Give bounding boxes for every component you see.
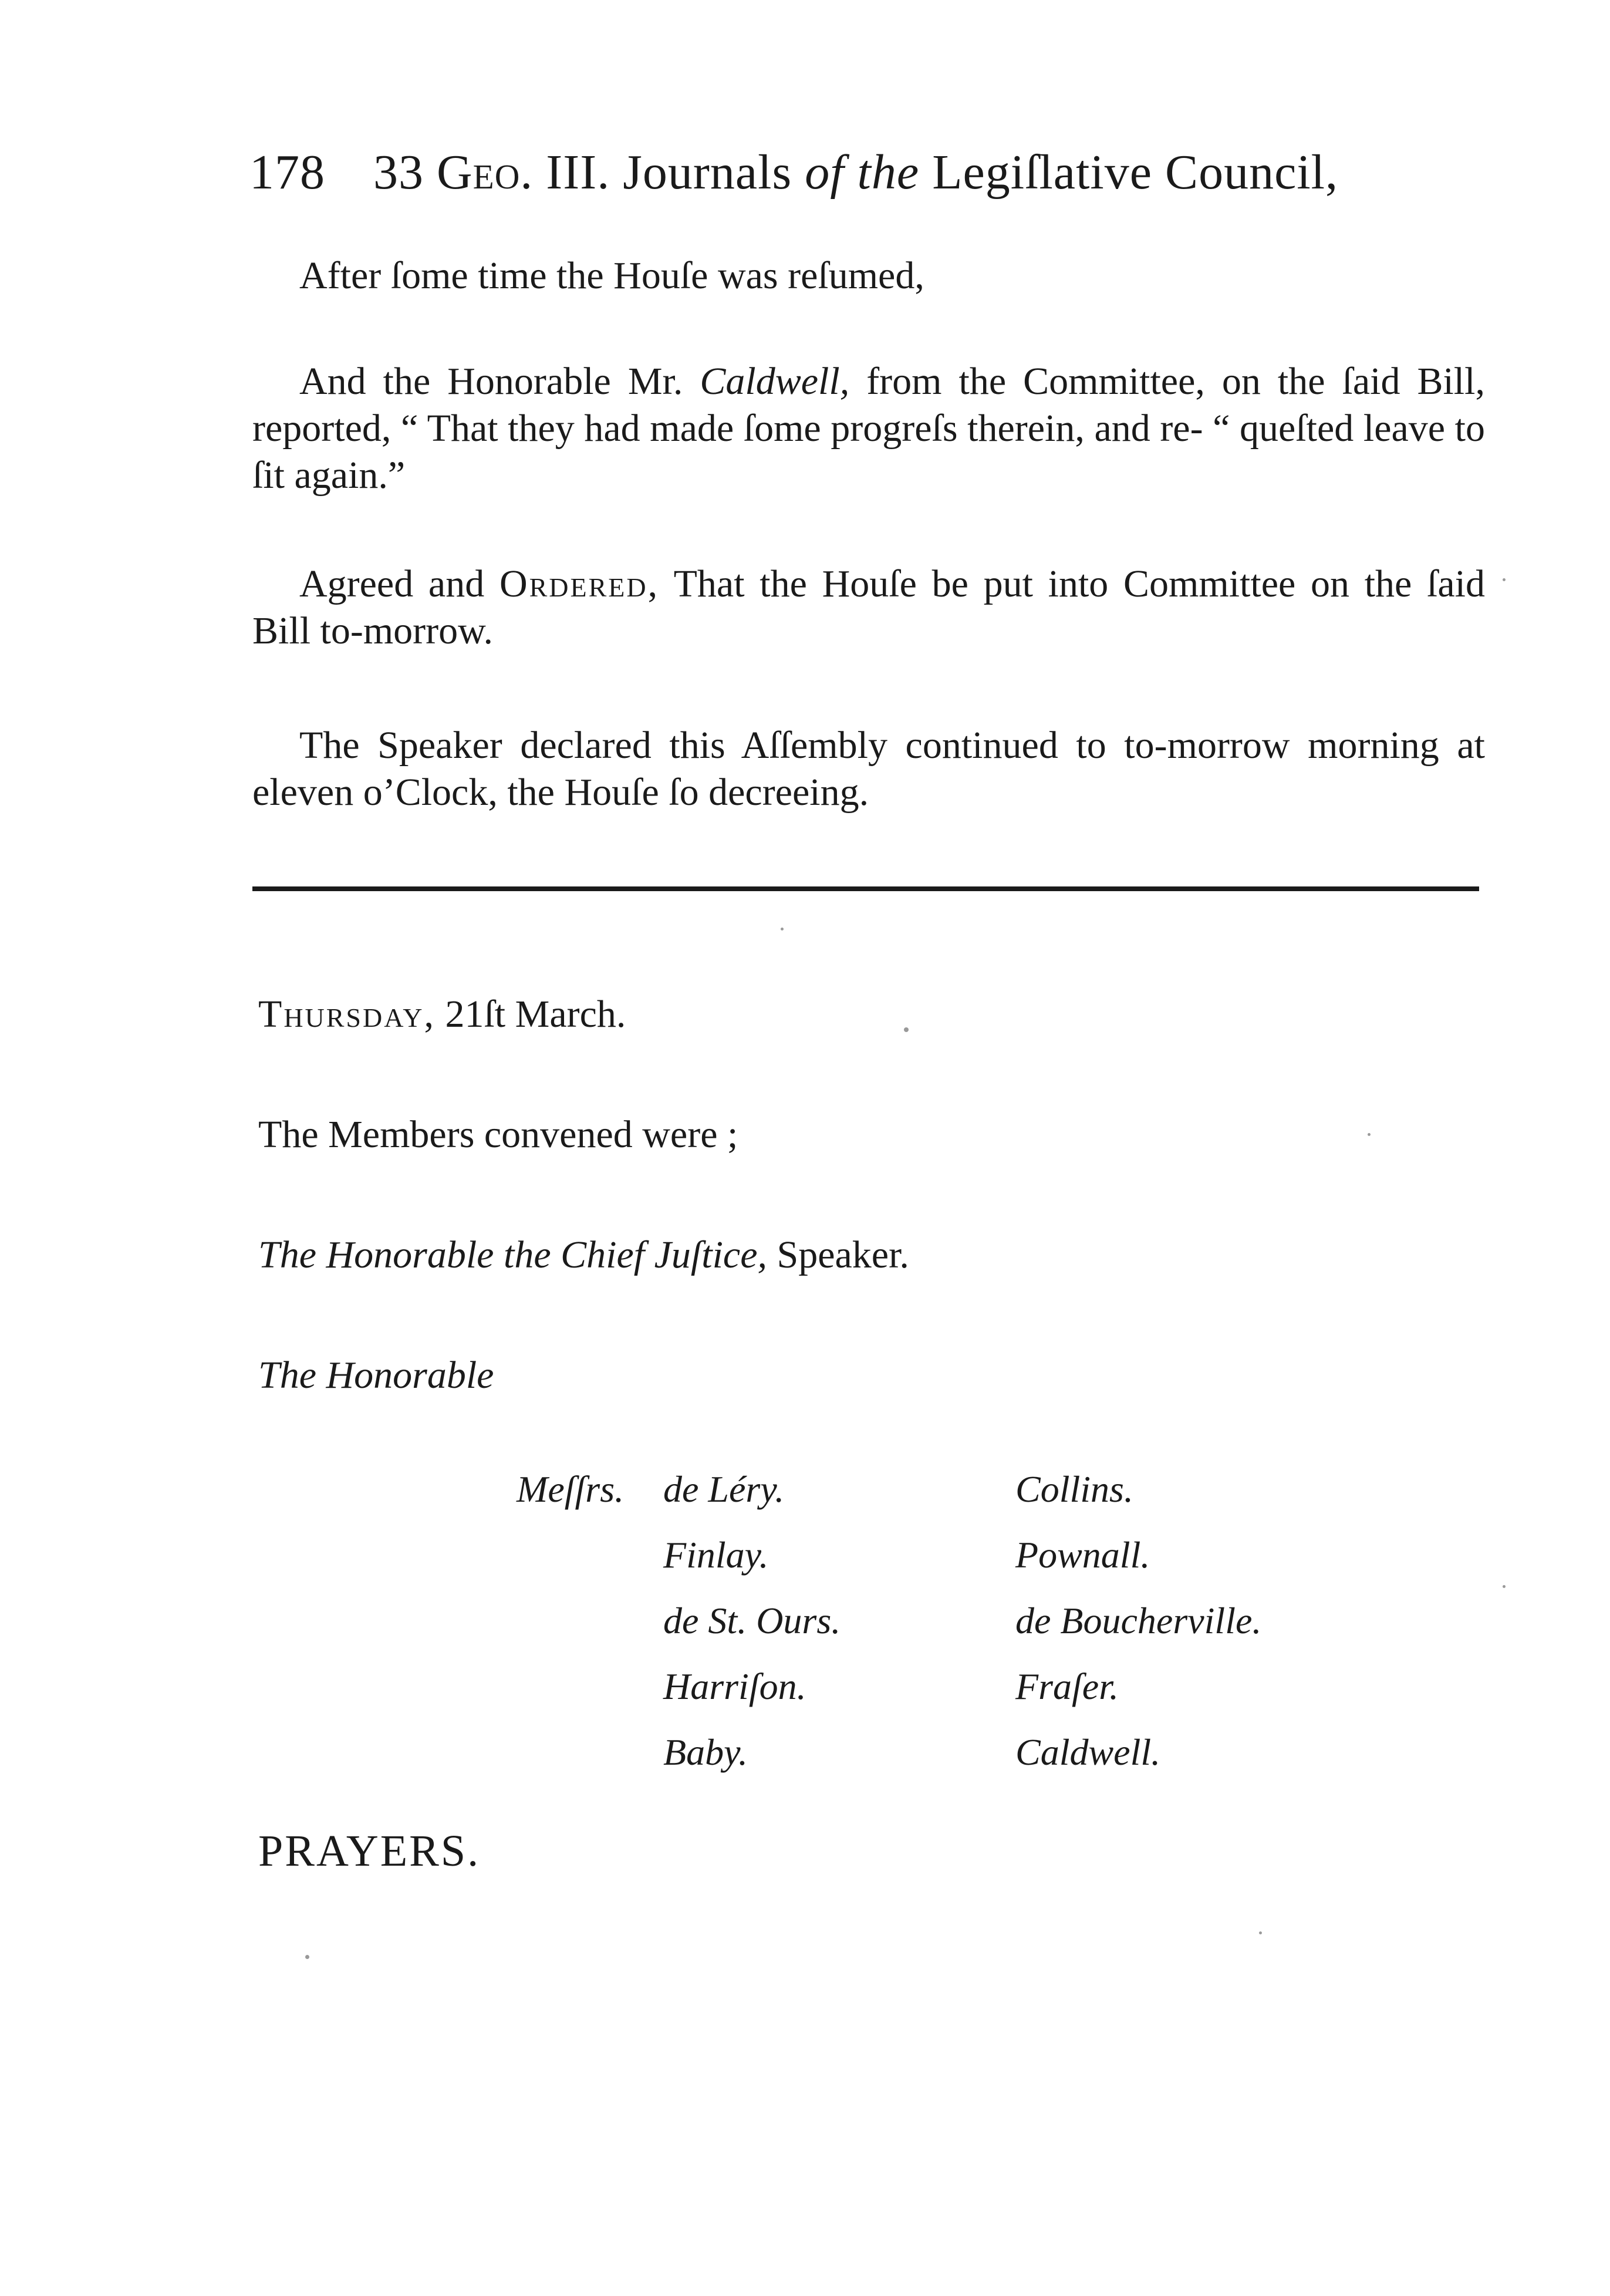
speaker-title: The Honorable the Chief Juſtice, (258, 1233, 767, 1276)
ordered-smallcaps: Ordered, (499, 562, 660, 605)
paragraph-text: After ſome time the Houſe was reſumed, (299, 254, 924, 297)
members-column-1 (663, 1468, 841, 1796)
member-name: Fraſer. (1015, 1665, 1119, 1707)
running-header (249, 144, 1482, 201)
member-name: de Boucherville. (1015, 1600, 1262, 1641)
paragraph-house-resumed (252, 252, 1485, 299)
scan-speck (305, 1955, 309, 1959)
paragraph-text: from the Committee, on the ſaid Bill, reported, “ That they had made ſome progreſs therein, and re- “ queſted leave to ſit again.” (252, 360, 1485, 497)
scan-speck (781, 928, 784, 930)
paragraph-text: Agreed and (299, 562, 499, 605)
scan-speck (1259, 1931, 1262, 1934)
members-intro-text: The Members convened were ; (258, 1113, 738, 1156)
header-journals: Journals (623, 145, 792, 200)
prayers-heading: PRAYERS. (258, 1826, 481, 1876)
member-name: Baby. (663, 1731, 748, 1773)
paragraph-text: That the Houſe be put into Committee on the ſaid Bill to-morrow. (252, 562, 1485, 652)
paragraph-ordered (252, 561, 1485, 655)
paragraph-committee-report (252, 358, 1485, 499)
speaker-line (258, 1233, 909, 1277)
session-date-text: 21ſt March. (435, 993, 626, 1036)
member-name: Pownall. (1015, 1534, 1150, 1576)
member-name: de Léry. (663, 1468, 785, 1510)
member-name: Caldwell. (1015, 1731, 1161, 1773)
header-title-rest: Legiſlative Council, (932, 145, 1339, 200)
paragraph-text: And the Honorable Mr. (299, 360, 700, 403)
members-intro (258, 1112, 738, 1157)
members-column-2 (1015, 1468, 1261, 1796)
scan-speck (1503, 578, 1506, 581)
honorable-text: The Honorable (258, 1354, 494, 1397)
paragraph-text: The Speaker declared this Aſſembly continued to to-morrow morning at eleven o’Clock, the Houſe ſo decreeing. (252, 724, 1485, 814)
member-name: Caldwell, (700, 360, 850, 403)
speaker-role: Speaker. (767, 1233, 909, 1276)
member-name: Harriſon. (663, 1665, 806, 1707)
scan-speck (904, 1027, 909, 1032)
paragraph-adjournment (252, 722, 1485, 816)
header-of-the: of the (805, 145, 920, 200)
messrs-label: Meſſrs. (517, 1468, 625, 1510)
session-day: Thursday, (258, 993, 436, 1036)
scan-speck (1368, 1133, 1371, 1136)
honorable-heading (258, 1353, 494, 1398)
page-number: 178 (249, 145, 325, 200)
scan-speck (1503, 1585, 1506, 1588)
session-date (258, 992, 626, 1037)
regnal-year: 33 Geo. III. (373, 145, 610, 200)
member-name: Finlay. (663, 1534, 769, 1576)
member-name: de St. Ours. (663, 1600, 841, 1641)
member-name: Collins. (1015, 1468, 1133, 1510)
section-divider (252, 886, 1479, 891)
